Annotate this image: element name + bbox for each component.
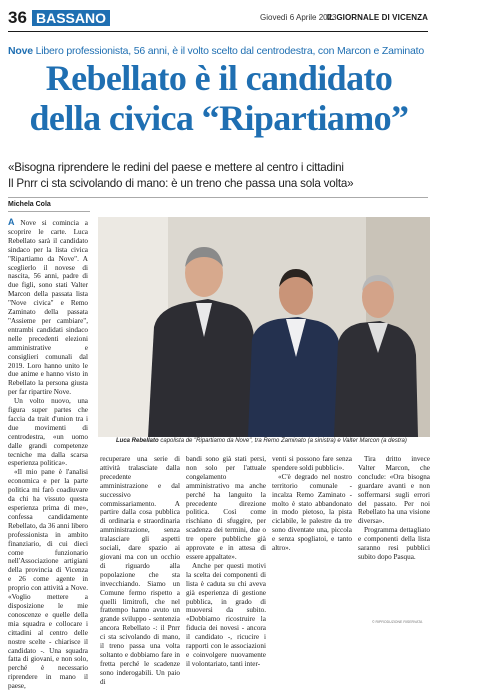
caption-text: capolista de "Ripartiamo da Nove", tra Remo Zaminato (a sinistra) e Valter Marcon (a destra) [160,438,407,444]
kicker [8,45,430,57]
byline: Michela Cola [8,201,51,208]
article-paragraph: Un volto nuovo, una figura super partes che faccia da trait d'union tra i due movimenti di centrodestra, «un uomo dalle grandi competenze tecniche ma dalla scarsa esperienza politica». [8,397,88,468]
article-paragraph: A Nove si comincia a scoprire le carte. Luca Rebellato sarà il candidato sindaco per la lista civica "Ripartiamo da Nove". A sceglierlo il novese di nascita, 56 anni, padre di due figli, sono stati Valter Marcon della passata lista "Nove civica" e Remo Zaminato della passata "Assieme per cambiare", entrambi candidati sindaco nelle precedenti elezioni amministrative e consiglieri comunali dal 2019. Loro hanno unito le due anime e hanno visto in Rebellato la persona giusta per far ripartire Nove. [8,217,88,397]
kicker-text: Libero professionista, 56 anni, è il volto scelto dal centrodestra, con Marcon e Zaminato [35,45,425,57]
issue-date: Giovedì 6 Aprile 2023 [260,13,337,22]
photo-credit: FOTOGRAFIA DEL GIORNALE [475,645,499,657]
article-column-3 [186,455,266,668]
section-label: BASSANO [32,10,110,26]
byline-divider [8,211,90,212]
article-paragraph: Programma dettagliato e componenti della lista saranno resi pubblici subito dopo Pasqua. [358,526,430,561]
page-number: 36 [8,8,27,27]
photo-caption [116,438,416,444]
photo-illustration [98,217,430,437]
subheadline [8,160,430,192]
copyright-note: © RIPRODUZIONE RISERVATA [372,620,423,624]
article-column-4 [272,455,352,620]
subhead-line-1: «Bisogna riprendere le redini del paese e mettere al centro i cittadini [8,161,344,174]
subhead-line-2: Il Pnrr ci sta scivolando di mano: è un treno che passa una sola volta» [8,177,354,190]
article-paragraph: «Il mio pane è l'analisi economica e per la parte politica mi farò coadiuvare da chi ha vissuto questa esperienza prima di me», confessa candidamente Rebellato, da 36 anni libero professionista in ambito finanziario, di cui dieci come funzionario nell'Associazione artigiani della provincia di Vicenza e 26 come agente in proprio con attività a Nove. «Voglio mettere a disposizione le mie conoscenze e quelle della mia squadra e collocare i cittadini al centro delle nostre scelte - chiarisce il candidato -. Una squadra fatta di giovani, e non solo, perché è necessario riprendere in mano il paese, [8,468,88,691]
caption-name: Luca Rebellato [116,438,159,444]
article-paragraph: bandi sono già stati persi, non solo per l'attuale congelamento amministrativo ma anche perché ha languito la precedente direzione politica. Così come rischiano di sfuggire, per scadenza dei termini, due o tre opere pubbliche già approvate e in attesa di essere appaltate». [186,455,266,561]
article-paragraph: Anche per questi motivi la scelta dei componenti di lista è caduta su chi aveva già esperienza di gestione pubblica, in grado di muoversi da subito. «Dobbiamo ricostruire la fiducia dei novesi - ancora il candidato -, ricucire i rapporti con le associazioni e coinvolgere nuovamente il volontariato, tanti inter- [186,561,266,668]
byline-rule [8,197,428,198]
newspaper-name: IL GIORNALE DI VICENZA [326,13,428,22]
headline-line-2: della civica “Ripartiamo” [29,98,409,138]
article-paragraph: venti si possono fare senza spendere soldi pubblici». [272,455,352,472]
page-header [8,8,428,32]
article-column-2 [100,455,180,686]
headline [6,58,432,138]
article-column-5 [358,455,430,620]
article-column-1 [8,217,88,691]
article-paragraph: recuperare una serie di attività tralasciate dalla precedente amministrazione e dal successivo commissariamento. A partire dalla cosa pubblica di ordinaria e straordinaria amministrazione, senza tralasciare gli aspetti sociali, dare spazio ai giovani ma con un occhio di riguardo alla popolazione che sta invecchiando. Siamo un Comune fermo rispetto a quelli limitrofi, che nel frattempo hanno avuto un grande sviluppo - sentenzia ancora Rebellato -: il Pnrr ci sta scivolando di mano, il treno passa una volta soltanto e dobbiamo fare in fretta perché le scadenze sono inderogabili. Un paio di [100,455,180,686]
article-paragraph: «C'è degrado nel nostro territorio comunale - incalza Remo Zaminato - molto è stato abbandonato in modo pietoso, la pista ciclabile, le palestre da tre sono diventate una, piccola e senza spogliatoi, e tanto altro». [272,472,352,553]
kicker-place: Nove [8,45,33,57]
article-paragraph: Tira dritto invece Valter Marcon, che conclude: «Ora bisogna guardare avanti e non soffermarsi sugli errori del passato. Per noi Rebellato ha una visione diversa». [358,455,430,526]
headline-line-1: Rebellato è il candidato [45,58,393,98]
